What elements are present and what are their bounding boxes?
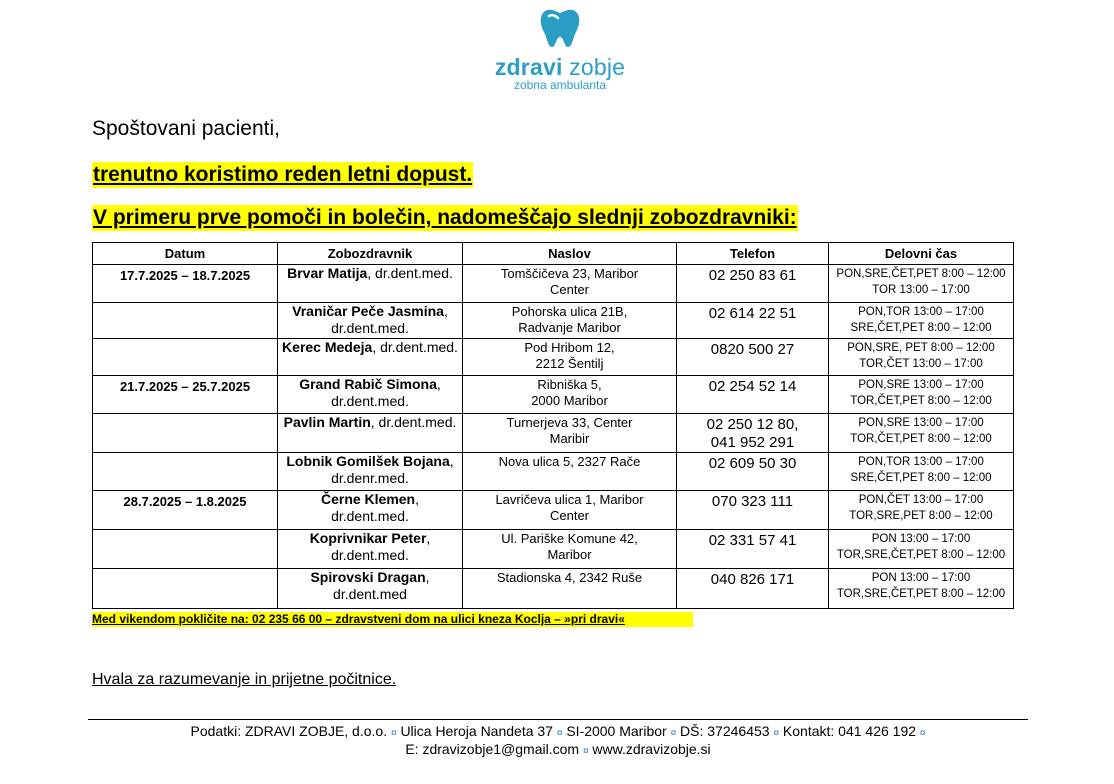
- cell-address: Nova ulica 5, 2327 Rače: [463, 453, 677, 491]
- table-header-row: [93, 243, 1014, 265]
- cell-date: [93, 453, 278, 491]
- cell-dentist: Kerec Medeja, dr.dent.med.: [278, 339, 463, 376]
- cell-phone: 02 250 83 61: [677, 265, 829, 303]
- cell-date: [93, 530, 278, 569]
- cell-hours: PON,TOR 13:00 – 17:00 SRE,ČET,PET 8:00 – 12:00: [829, 303, 1014, 339]
- header-dentist: Zobozdravnik: [278, 243, 463, 265]
- dentist-title: dr.dent.med.: [331, 547, 409, 563]
- cell-hours: PON 13:00 – 17:00 TOR,SRE,ČET,PET 8:00 – 12:00: [829, 530, 1014, 569]
- cell-dentist: Koprivnikar Peter, dr.dent.med.: [278, 530, 463, 569]
- greeting: Spoštovani pacienti,: [92, 117, 280, 140]
- cell-dentist: Černe Klemen, dr.dent.med.: [278, 491, 463, 530]
- cell-hours: PON,SRE 13:00 – 17:00 TOR,ČET,PET 8:00 – 12:00: [829, 414, 1014, 453]
- cell-date: 28.7.2025 – 1.8.2025: [93, 491, 278, 530]
- dentist-title: dr.dent.med.: [331, 508, 409, 524]
- table-row: [93, 376, 1014, 414]
- dentist-title: dr.dent.med.: [378, 414, 457, 430]
- footer-contact: Kontakt: 041 426 192: [782, 723, 917, 739]
- dentist-name: Černe Klemen: [320, 491, 416, 507]
- cell-dentist: Spirovski Dragan, dr.dent.med: [278, 569, 463, 609]
- cell-address: Ribniška 5, 2000 Maribor: [463, 376, 677, 414]
- dentist-name: Vraničar Peče Jasmina: [292, 303, 444, 319]
- dentist-name: Koprivnikar Peter: [309, 530, 427, 546]
- vacation-notice: trenutno koristimo reden letni dopust.: [93, 163, 473, 186]
- cell-phone: 02 614 22 51: [677, 303, 829, 339]
- cell-hours: PON,ČET 13:00 – 17:00 TOR,SRE,PET 8:00 – 12:00: [829, 491, 1014, 530]
- cell-phone: 040 826 171: [677, 569, 829, 609]
- cell-address: Pohorska ulica 21B, Radvanje Maribor: [463, 303, 677, 339]
- cell-dentist: Grand Rabič Simona, dr.dent.med.: [278, 376, 463, 414]
- dentist-name: Spirovski Dragan: [310, 569, 426, 585]
- dentist-title: dr.dent.med.: [375, 265, 453, 281]
- cell-phone: 070 323 111: [677, 491, 829, 530]
- footer-line-2: E: zdravizobje1@gmail.com ¤ www.zdravizobje.si: [405, 741, 711, 757]
- thanks-message: Hvala za razumevanje in prijetne počitnice.: [92, 671, 397, 688]
- dentist-name: Brvar Matija: [287, 265, 368, 281]
- table-row: [93, 453, 1014, 491]
- cell-phone: 02 254 52 14: [677, 376, 829, 414]
- weekend-note: Med vikendom pokličite na: 02 235 66 00 – zdravstveni dom na ulici kneza Koclja – »pri dravi«: [92, 612, 693, 627]
- tooth-icon: [537, 5, 583, 51]
- footer-city: SI-2000 Maribor: [566, 723, 667, 739]
- dentist-name: Pavlin Martin: [283, 414, 371, 430]
- dentist-title: dr.dent.med.: [380, 339, 458, 355]
- table-row: [93, 530, 1014, 569]
- cell-phone: 02 250 12 80, 041 952 291: [677, 414, 829, 453]
- dentist-name: Kerec Medeja: [282, 339, 373, 355]
- logo-wordmark: zdravi zobje: [494, 54, 626, 80]
- header-hours: Delovni čas: [829, 243, 1014, 265]
- table-row: [93, 339, 1014, 376]
- cell-date: 21.7.2025 – 25.7.2025: [93, 376, 278, 414]
- cell-date: [93, 339, 278, 376]
- dentist-name: Lobnik Gomilšek Bojana: [286, 453, 450, 469]
- table-row: [93, 265, 1014, 303]
- table-body: [93, 265, 1014, 609]
- cell-dentist: Lobnik Gomilšek Bojana, dr.denr.med.: [278, 453, 463, 491]
- cell-address: Stadionska 4, 2342 Ruše: [463, 569, 677, 609]
- replacement-dentists-table: [92, 242, 1014, 609]
- dentist-title: dr.dent.med: [333, 586, 407, 602]
- replacement-heading: V primeru prve pomoči in bolečin, nadomeščajo slednji zobozdravniki:: [93, 206, 797, 229]
- table-row: [93, 491, 1014, 530]
- footer-email: E: zdravizobje1@gmail.com: [405, 741, 580, 757]
- footer-line-1: Podatki: ZDRAVI ZOBJE, d.o.o. ¤ Ulica Heroja Nandeta 37 ¤ SI-2000 Maribor ¤ DŠ: 37246453 ¤ Kontakt: 041 426 192 ¤: [190, 723, 926, 739]
- dentist-title: dr.dent.med.: [331, 320, 409, 336]
- cell-dentist: Vraničar Peče Jasmina, dr.dent.med.: [278, 303, 463, 339]
- dentist-title: dr.denr.med.: [331, 470, 409, 486]
- footer-company: Podatki: ZDRAVI ZOBJE, d.o.o.: [190, 723, 388, 739]
- footer-address: Ulica Heroja Nandeta 37: [400, 723, 553, 739]
- cell-dentist: Brvar Matija, dr.dent.med.: [278, 265, 463, 303]
- dentist-title: dr.dent.med.: [331, 393, 409, 409]
- cell-date: [93, 414, 278, 453]
- table-row: [93, 303, 1014, 339]
- cell-phone: 0820 500 27: [677, 339, 829, 376]
- cell-hours: PON,SRE, PET 8:00 – 12:00 TOR,ČET 13:00 – 17:00: [829, 339, 1014, 376]
- cell-phone: 02 331 57 41: [677, 530, 829, 569]
- table-row: [93, 414, 1014, 453]
- header-date: Datum: [93, 243, 278, 265]
- cell-address: Turnerjeva 33, Center Maribir: [463, 414, 677, 453]
- cell-address: Ul. Pariške Komune 42, Maribor: [463, 530, 677, 569]
- header-phone: Telefon: [677, 243, 829, 265]
- cell-phone: 02 609 50 30: [677, 453, 829, 491]
- dentist-name: Grand Rabič Simona: [299, 376, 437, 392]
- logo-subtitle: zobna ambulanta: [513, 78, 607, 92]
- cell-hours: PON 13:00 – 17:00 TOR,SRE,ČET,PET 8:00 – 12:00: [829, 569, 1014, 609]
- cell-date: [93, 569, 278, 609]
- header-address: Naslov: [463, 243, 677, 265]
- cell-hours: PON,SRE 13:00 – 17:00 TOR,ČET,PET 8:00 – 12:00: [829, 376, 1014, 414]
- cell-dentist: Pavlin Martin, dr.dent.med.: [278, 414, 463, 453]
- cell-date: [93, 303, 278, 339]
- cell-date: 17.7.2025 – 18.7.2025: [93, 265, 278, 303]
- cell-address: Pod Hribom 12, 2212 Šentilj: [463, 339, 677, 376]
- cell-hours: PON,SRE,ČET,PET 8:00 – 12:00 TOR 13:00 – 17:00: [829, 265, 1014, 303]
- footer-website: www.zdravizobje.si: [592, 741, 711, 757]
- footer-divider: [88, 719, 1028, 720]
- cell-hours: PON,TOR 13:00 – 17:00 SRE,ČET,PET 8:00 – 12:00: [829, 453, 1014, 491]
- footer-tax-number: DŠ: 37246453: [680, 723, 770, 739]
- cell-address: Tomščičeva 23, Maribor Center: [463, 265, 677, 303]
- cell-address: Lavričeva ulica 1, Maribor Center: [463, 491, 677, 530]
- table-row: [93, 569, 1014, 609]
- logo: [492, 5, 628, 110]
